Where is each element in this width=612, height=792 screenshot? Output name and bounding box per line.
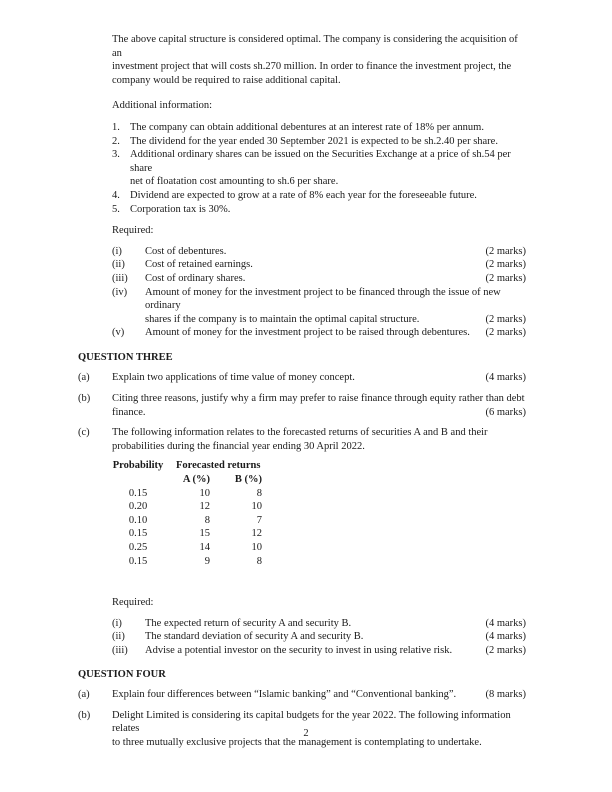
cell-a: 10: [199, 487, 210, 499]
part-label: (b): [78, 393, 91, 405]
cell-probability: 0.10: [128, 514, 148, 526]
item-label: (ii): [112, 259, 125, 271]
item-label: (iii): [112, 272, 128, 284]
item-label: (ii): [112, 631, 125, 643]
list-item-text: [130, 148, 526, 189]
required-item: [112, 630, 526, 644]
part-text: Explain two applications of time value of money concept.: [112, 372, 355, 384]
part-label: (a): [78, 372, 90, 384]
part-label: (c): [78, 427, 90, 439]
list-item: [112, 135, 526, 149]
table-row: [110, 555, 612, 569]
part-marks: (8 marks): [485, 689, 526, 701]
list-item: [112, 148, 526, 189]
item-label: (i): [112, 245, 122, 257]
cell-b: 10: [251, 501, 262, 513]
required-label: Required:: [112, 597, 154, 609]
cell-b: 8: [256, 487, 262, 499]
table-row: [110, 500, 612, 514]
cell-probability: 0.15: [128, 555, 148, 567]
list-item-number: 4.: [112, 189, 120, 201]
required-item: [112, 258, 526, 272]
table-subheader-row: [110, 473, 612, 487]
question-three-heading: QUESTION THREE: [78, 351, 173, 363]
part-text: [112, 392, 526, 419]
paragraph-line: investment project that will costs sh.270 million. In order to finance the investment project, the: [112, 61, 512, 73]
item-label: (iv): [112, 286, 128, 298]
required-item: [112, 617, 526, 631]
item-text: [145, 286, 526, 327]
item-text: The standard deviation of security A and security B.: [145, 631, 364, 643]
table-header-row: [110, 459, 612, 473]
item-line: Amount of money for the investment project to be financed through the issue of new ordinary: [145, 286, 501, 312]
item-marks: (2 marks): [485, 245, 526, 257]
list-item-text: The company can obtain additional debentures at an interest rate of 18% per annum.: [130, 121, 484, 133]
part-label: (b): [78, 709, 91, 721]
list-item-number: 2.: [112, 135, 120, 147]
q3-part-c: [78, 426, 526, 453]
required-item: [112, 286, 526, 327]
list-item-line: net of floatation cost amounting to sh.6 per share.: [130, 176, 339, 188]
cell-b: 10: [251, 542, 262, 553]
part-line: probabilities during the financial year ending 30 April 2022.: [112, 440, 365, 452]
table-row: [110, 527, 612, 541]
q3-part-a: [78, 371, 526, 385]
required-item: [112, 326, 526, 340]
part-marks: (4 marks): [485, 372, 526, 384]
cell-a: 14: [199, 542, 210, 553]
part-label: (a): [78, 689, 90, 701]
list-item-number: 5.: [112, 203, 120, 215]
table-row: [110, 541, 612, 555]
column-header-b: B (%): [234, 474, 262, 486]
cell-a: 12: [199, 501, 210, 513]
item-marks: (2 marks): [485, 272, 526, 284]
q4-part-a: [78, 688, 526, 702]
cell-probability: 0.15: [128, 528, 148, 540]
spacer-cell: [110, 473, 166, 487]
q3-required-list: [112, 617, 526, 658]
part-line: Delight Limited is considering its capital budgets for the year 2022. The following information relates: [112, 709, 511, 735]
part-line: Citing three reasons, justify why a firm may prefer to raise finance through equity rather than debt: [112, 393, 525, 405]
required-item: [112, 245, 526, 259]
page-number: 2: [303, 728, 309, 739]
item-label: (iii): [112, 644, 128, 656]
part-line: [112, 406, 526, 420]
item-marks: (2 marks): [485, 259, 526, 271]
item-marks: (4 marks): [485, 617, 526, 629]
cell-probability: 0.25: [128, 542, 148, 553]
paragraph-line: company would be required to raise additional capital.: [112, 74, 341, 86]
list-item-text: Dividend are expected to grow at a rate of 8% each year for the foreseeable future.: [130, 189, 477, 201]
cell-a: 8: [204, 514, 210, 526]
column-header-a: A (%): [182, 474, 210, 486]
item-marks: (2 marks): [485, 313, 526, 325]
required-list: [112, 245, 526, 340]
list-item-number: 1.: [112, 121, 120, 133]
cell-a: 9: [204, 555, 210, 567]
item-text: Cost of retained earnings.: [145, 259, 253, 271]
list-item-number: 3.: [112, 149, 120, 161]
item-marks: (2 marks): [485, 327, 526, 339]
list-item: [112, 203, 526, 217]
item-line-text: shares if the company is to maintain the optimal capital structure.: [145, 313, 420, 325]
column-header-probability: Probability: [112, 460, 164, 472]
list-item-text: The dividend for the year ended 30 September 2021 is expected to be sh.2.40 per share.: [130, 135, 498, 147]
item-text: Cost of debentures.: [145, 245, 227, 257]
cell-a: 15: [199, 528, 210, 540]
paragraph-line: The above capital structure is considered optimal. The company is considering the acquisition of an: [112, 34, 518, 59]
item-text: Cost of ordinary shares.: [145, 272, 246, 284]
q3-part-b: [78, 392, 526, 419]
part-text: Explain four differences between “Islamic banking” and “Conventional banking”.: [112, 689, 457, 701]
additional-info-list: [112, 121, 526, 216]
item-line: [145, 313, 526, 327]
list-item-line: Additional ordinary shares can be issued on the Securities Exchange at a price of sh.54 per share: [130, 149, 511, 174]
required-label: Required:: [112, 225, 154, 237]
cell-b: 8: [256, 555, 262, 567]
part-line-text: finance.: [112, 406, 146, 418]
required-item: [112, 644, 526, 658]
part-text: [112, 426, 526, 453]
item-marks: (4 marks): [485, 631, 526, 643]
cell-probability: 0.15: [128, 487, 148, 499]
item-text: Amount of money for the investment project to be raised through debentures.: [145, 327, 470, 339]
table-row: [110, 487, 612, 501]
item-marks: (2 marks): [485, 644, 526, 656]
part-marks: (6 marks): [485, 406, 526, 418]
additional-info-label: Additional information:: [112, 100, 213, 112]
cell-b: 7: [256, 514, 262, 526]
part-line: to three mutually exclusive projects that the management is contemplating to undertake.: [112, 736, 482, 748]
returns-table: [110, 459, 612, 568]
column-group-header: Forecasted returns: [176, 460, 261, 472]
item-text: Advise a potential investor on the security to invest in using relative risk.: [145, 644, 453, 656]
required-item: [112, 272, 526, 286]
list-item: [112, 121, 526, 135]
question-four-heading: QUESTION FOUR: [78, 668, 166, 680]
table-row: [110, 514, 612, 528]
item-text: The expected return of security A and security B.: [145, 617, 352, 629]
cell-b: 12: [251, 528, 262, 540]
item-label: (v): [112, 327, 125, 339]
list-item-text: Corporation tax is 30%.: [130, 203, 231, 215]
item-label: (i): [112, 617, 122, 629]
list-item: [112, 189, 526, 203]
cell-probability: 0.20: [128, 501, 148, 513]
intro-paragraph: [112, 33, 526, 87]
part-line: The following information relates to the forecasted returns of securities A and B and their: [112, 427, 488, 439]
